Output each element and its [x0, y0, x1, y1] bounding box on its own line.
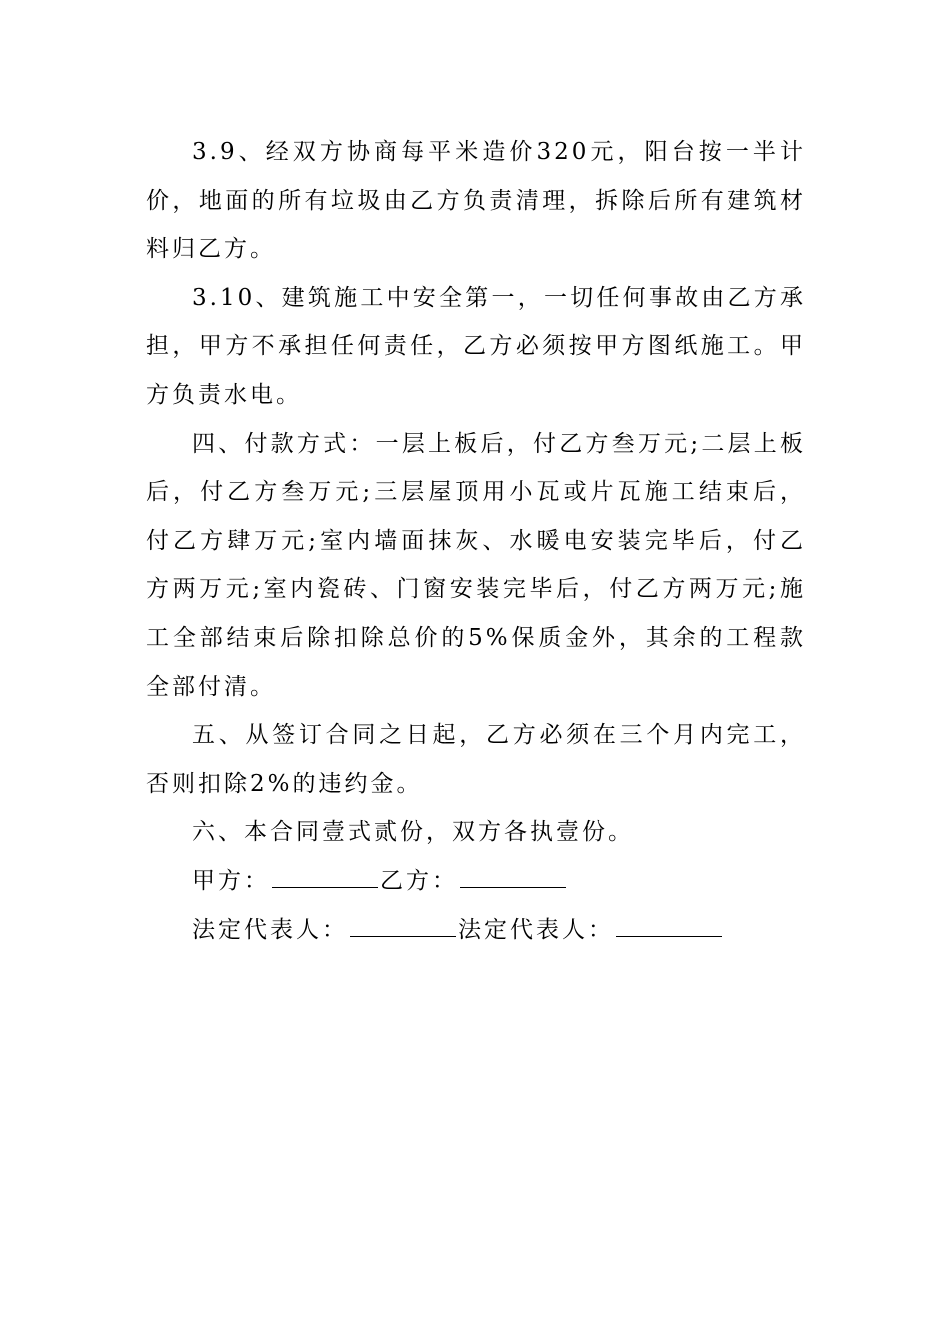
document-body — [146, 128, 806, 954]
rep-b-label: 法定代表人： — [458, 916, 614, 943]
clause-payment-terms: 四、付款方式：一层上板后，付乙方叁万元;二层上板后，付乙方叁万元;三层屋顶用小瓦或片瓦施工结束后，付乙方肆万元;室内墙面抹灰、水暖电安装完毕后，付乙方两万元;室内瓷砖、门窗安装完毕后，付乙方两万元;施工全部结束后除扣除总价的5%保质金外，其余的工程款全部付清。 — [146, 430, 806, 700]
party-signature-line — [146, 857, 806, 906]
rep-a-label: 法定代表人： — [192, 916, 348, 943]
representative-signature-line — [146, 906, 806, 955]
clause-copies: 六、本合同壹式贰份，双方各执壹份。 — [192, 819, 634, 846]
party-a-label: 甲方： — [192, 867, 270, 894]
rep-b-blank — [616, 916, 722, 937]
party-b-blank — [460, 867, 566, 888]
rep-a-blank — [350, 916, 456, 937]
clause-completion-deadline: 五、从签订合同之日起，乙方必须在三个月内完工，否则扣除2%的违约金。 — [146, 722, 806, 797]
clause-3-10: 3.10、建筑施工中安全第一，一切任何事故由乙方承担，甲方不承担任何责任，乙方必须按甲方图纸施工。甲方负责水电。 — [146, 284, 806, 408]
party-b-label: 乙方： — [380, 867, 458, 894]
party-a-blank — [272, 867, 378, 888]
clause-3-9: 3.9、经双方协商每平米造价320元，阳台按一半计价，地面的所有垃圾由乙方负责清理，拆除后所有建筑材料归乙方。 — [146, 139, 806, 263]
